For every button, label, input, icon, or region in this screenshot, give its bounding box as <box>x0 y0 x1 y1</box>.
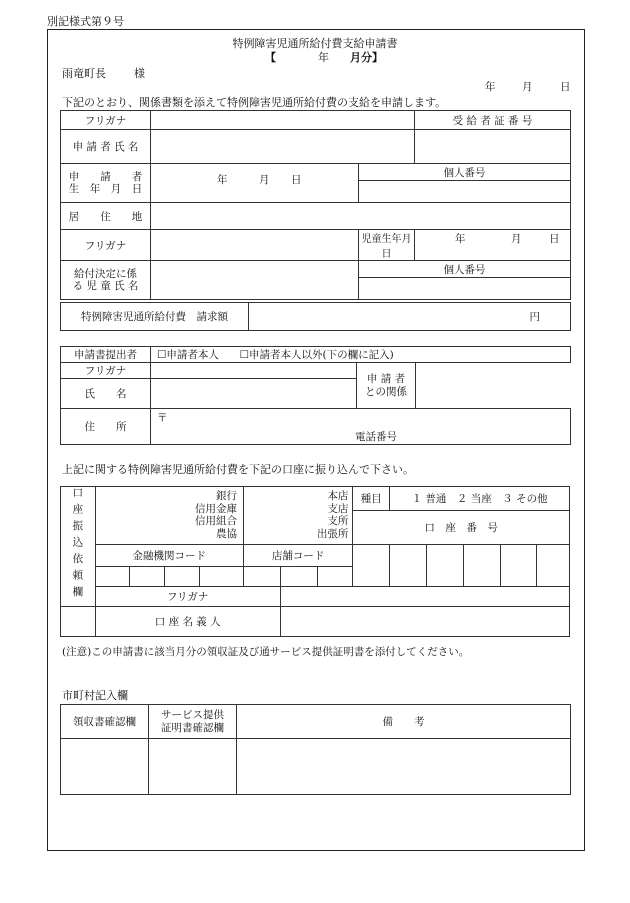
bank-code-label: 金融機関コード <box>95 545 243 567</box>
municipal-title: 市町村記入欄 <box>62 689 128 702</box>
account-number-box-4[interactable] <box>463 545 500 587</box>
date-month: 月 <box>522 81 533 93</box>
bank-code-box-1[interactable] <box>95 566 130 586</box>
claim-table <box>60 302 571 331</box>
applicant-furigana-input[interactable] <box>151 111 415 130</box>
bank-type-3: 農協 <box>215 527 237 540</box>
submitter-furigana-input[interactable] <box>151 363 357 379</box>
branch-type-0: 本店 <box>327 490 349 502</box>
account-number-box-1[interactable] <box>353 545 390 587</box>
claim-amount-input[interactable] <box>249 303 571 331</box>
phone-label: 電話番号 <box>355 431 397 443</box>
addressee-honorific: 様 <box>134 67 145 80</box>
form-number: 別記様式第９号 <box>47 15 124 28</box>
child-name-input[interactable] <box>151 261 359 300</box>
applicant-address-label: 居 住 地 <box>61 203 151 230</box>
postal-mark: 〒 <box>157 412 168 424</box>
bank-code-box-4[interactable] <box>199 566 243 586</box>
remarks-input[interactable] <box>237 739 571 795</box>
receipt-check-input[interactable] <box>61 739 149 795</box>
bank-type-2: 信用組合 <box>194 515 237 528</box>
submitter-options <box>151 347 571 363</box>
child-personal-number-boxes[interactable] <box>359 278 571 300</box>
recipient-number-boxes[interactable] <box>415 130 571 164</box>
applicant-name-input[interactable] <box>151 130 415 164</box>
submitter-address-input[interactable] <box>151 409 571 445</box>
bank-code-box-2[interactable] <box>130 566 165 586</box>
branch-code-box-3[interactable] <box>317 566 353 586</box>
transfer-intro: 上記に関する特例障害児通所給付費を下記の口座に振り込んで下さい。 <box>62 463 414 476</box>
child-dob-month: 月 <box>511 233 522 245</box>
submitter-label: 申請書提出者 <box>61 347 151 363</box>
branch-type-3: 出張所 <box>316 527 349 540</box>
note-text: (注意)この申請書に該当月分の領収証及び通サービス提供証明書を添付してください。 <box>62 646 470 658</box>
branch-type-1: 支店 <box>327 502 349 515</box>
account-number-box-5[interactable] <box>500 545 537 587</box>
receipt-check-label: 領収書確認欄 <box>61 705 149 739</box>
relation-label: 申 請 者 との関係 <box>357 363 416 409</box>
option-other-checkbox[interactable]: ☐ <box>239 349 250 361</box>
submitter-furigana-label: フリガナ <box>61 363 151 379</box>
branch-code-box-1[interactable] <box>243 566 280 586</box>
applicant-dob-input[interactable] <box>151 164 359 203</box>
bank-type-options <box>95 487 243 545</box>
service-cert-input[interactable] <box>149 739 237 795</box>
intro-text: 下記のとおり、関係書類を添えて特例障害児通所給付費の支給を申請します。 <box>62 96 447 109</box>
bank-table <box>60 486 570 637</box>
remarks-label: 備 考 <box>237 705 571 739</box>
period-month: 月分】 <box>350 51 383 64</box>
period-year: 年 <box>318 51 329 64</box>
branch-code-box-2[interactable] <box>280 566 317 586</box>
submitter-name-input[interactable] <box>151 379 357 409</box>
bank-type-1: 信用金庫 <box>194 502 237 515</box>
holder-furigana-label: フリガナ <box>95 586 280 606</box>
relation-input[interactable] <box>416 363 571 409</box>
applicant-personal-number-boxes[interactable] <box>359 181 571 203</box>
option-self-checkbox[interactable]: ☐ <box>157 349 167 361</box>
applicant-dob-label: 申 請 者 生 年 月 日 <box>61 164 151 203</box>
submitter-name-label: 氏 名 <box>61 379 151 409</box>
account-number-label: 口 座 番 号 <box>353 511 570 545</box>
child-dob-year: 年 <box>455 233 466 245</box>
addressee-name: 雨竜町長 <box>62 67 106 80</box>
account-type-label: 種目 <box>353 487 390 511</box>
account-number-box-3[interactable] <box>426 545 463 587</box>
submitter-address-label: 住 所 <box>61 409 151 445</box>
account-number-box-6[interactable] <box>537 545 570 587</box>
municipal-table <box>60 704 571 795</box>
date-year: 年 <box>485 81 496 93</box>
child-dob-day: 日 <box>549 233 560 245</box>
child-furigana-label: フリガナ <box>61 230 151 261</box>
branch-type-options <box>243 487 352 545</box>
applicant-dob-day: 日 <box>291 174 302 186</box>
bank-side-spacer <box>61 606 96 636</box>
claim-label: 特例障害児通所給付費 請求額 <box>61 303 249 331</box>
bank-code-box-3[interactable] <box>164 566 199 586</box>
form-title: 特例障害児通所給付費支給申請書 <box>232 37 398 50</box>
branch-type-2: 支所 <box>327 515 349 528</box>
child-furigana-input[interactable] <box>151 230 359 261</box>
claim-unit: 円 <box>529 311 540 323</box>
holder-input[interactable] <box>280 606 569 636</box>
child-name-label: 給付決定に係 る 児 童 氏 名 <box>61 261 151 300</box>
holder-furigana-input[interactable] <box>280 586 569 606</box>
applicant-dob-month: 月 <box>259 174 270 186</box>
applicant-name-label: 申 請 者 氏 名 <box>61 130 151 164</box>
date-day: 日 <box>560 81 571 93</box>
option-other-label: 申請者本人以外(下の欄に記入) <box>249 349 394 361</box>
branch-code-label: 店舗コード <box>243 545 352 567</box>
applicant-dob-year: 年 <box>217 174 228 186</box>
bank-type-0: 銀行 <box>215 490 237 502</box>
applicant-furigana-label: フリガナ <box>61 111 151 130</box>
period-open: 【 <box>265 51 276 64</box>
applicant-table <box>60 110 571 300</box>
option-self-label: 申請者本人 <box>166 349 219 361</box>
holder-label: 口 座 名 義 人 <box>95 606 280 636</box>
applicant-personal-number-label: 個人番号 <box>359 164 571 181</box>
account-number-box-2[interactable] <box>390 545 427 587</box>
child-dob-label: 児童生年月日 <box>359 230 415 261</box>
child-dob-input[interactable] <box>415 230 571 261</box>
account-type-options[interactable]: １ 普通 ２ 当座 ３ その他 <box>390 487 570 511</box>
bank-side-label: 口座振込依頼欄 <box>61 487 96 607</box>
child-personal-number-label: 個人番号 <box>359 261 571 278</box>
submitter-table <box>60 346 571 445</box>
recipient-number-label: 受 給 者 証 番 号 <box>415 111 571 130</box>
service-cert-label: サービス提供 証明書確認欄 <box>149 705 237 739</box>
applicant-address-input[interactable] <box>151 203 571 230</box>
